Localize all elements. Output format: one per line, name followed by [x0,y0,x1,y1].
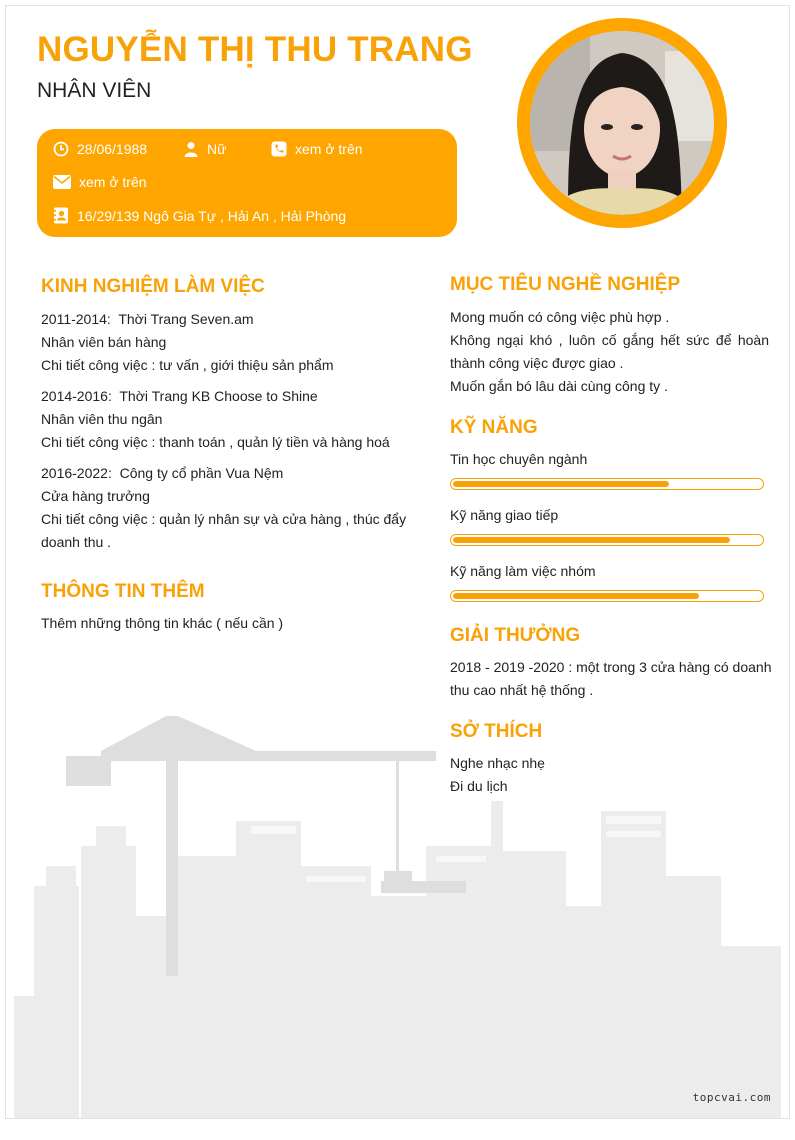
person-icon [183,141,199,157]
job-detail: Chi tiết công việc : thanh toán , quản lý tiền và hàng hoá [41,434,390,450]
job-period: 2011-2014: [41,311,111,327]
skill-label: Kỹ năng làm việc nhóm [450,563,596,579]
section-title-experience: KINH NGHIỆM LÀM VIỆC [41,276,265,297]
job-role: Nhân viên thu ngân [41,411,163,427]
job-company: Công ty cổ phần Vua Nệm [119,465,284,481]
candidate-position: NHÂN VIÊN [37,79,152,102]
objective-line: Mong muốn có công việc phù hợp . [450,309,670,325]
skill-bar-fill [453,481,669,487]
section-title-hobbies: SỞ THÍCH [450,721,543,742]
envelope-icon [53,175,71,189]
contact-address [53,207,346,224]
contact-gender [183,141,226,157]
hobbies-list [450,752,769,798]
profile-photo [530,31,714,215]
job-detail: Chi tiết công việc : tư vấn , giới thiệu sản phẩm [41,357,334,373]
birthday-text: 28/06/1988 [77,141,148,157]
hobby-item: Đi du lịch [450,778,508,794]
objective-line: Không ngại khó , luôn cố gắng hết sức để hoàn thành công việc được giao . [450,332,769,371]
section-title-extra: THÔNG TIN THÊM [41,581,205,602]
job-role: Cửa hàng trưởng [41,488,150,504]
avatar [517,18,727,228]
phone-icon [271,141,287,157]
objective-text [450,306,769,398]
address-text: 16/29/139 Ngô Gia Tự , Hải An , Hải Phòng [77,207,347,224]
skill-bar-fill [453,593,699,599]
skill-bar-fill [453,537,730,543]
hobby-item: Nghe nhạc nhẹ [450,755,545,771]
section-title-awards: GIẢI THƯỞNG [450,625,581,646]
candidate-name: NGUYỄN THỊ THU TRANG [37,30,473,69]
awards-text: 2018 - 2019 -2020 : một trong 3 cửa hàng có doanh thu cao nhất hệ thống . [450,659,772,698]
cv-page [5,5,790,1119]
section-title-skills: KỸ NĂNG [450,417,538,438]
skill-bar [450,534,764,546]
skill-bar [450,590,764,602]
address-book-icon [53,207,69,224]
job-item [41,308,416,377]
gender-text: Nữ [207,141,227,157]
phone-text: xem ở trên [295,141,363,157]
portrait-illustration [530,31,714,215]
section-title-objective: MỤC TIÊU NGHỀ NGHIỆP [450,274,681,295]
objective-line: Muốn gắn bó lâu dài cùng công ty . [450,378,668,394]
contact-phone [271,141,363,157]
contact-box [37,129,457,237]
watermark: topcvai.com [692,1091,771,1104]
extra-text: Thêm những thông tin khác ( nếu cần ) [41,615,284,631]
skill-label: Tin học chuyên ngành [450,451,588,467]
job-company: Thời Trang KB Choose to Shine [119,388,318,404]
job-period: 2016-2022: [41,465,112,481]
experience-list [41,308,416,554]
job-detail: Chi tiết công việc : quản lý nhân sự và cửa hàng , thúc đẩy doanh thu . [41,511,407,550]
job-role: Nhân viên bán hàng [41,334,167,350]
skill-label: Kỹ năng giao tiếp [450,507,559,523]
job-period: 2014-2016: [41,388,112,404]
job-item [41,385,416,454]
clock-icon [53,141,69,157]
contact-email [53,174,147,190]
skill-bar [450,478,764,490]
email-text: xem ở trên [79,174,147,190]
job-item [41,462,416,554]
contact-birthday [53,141,147,157]
job-company: Thời Trang Seven.am [118,311,254,327]
